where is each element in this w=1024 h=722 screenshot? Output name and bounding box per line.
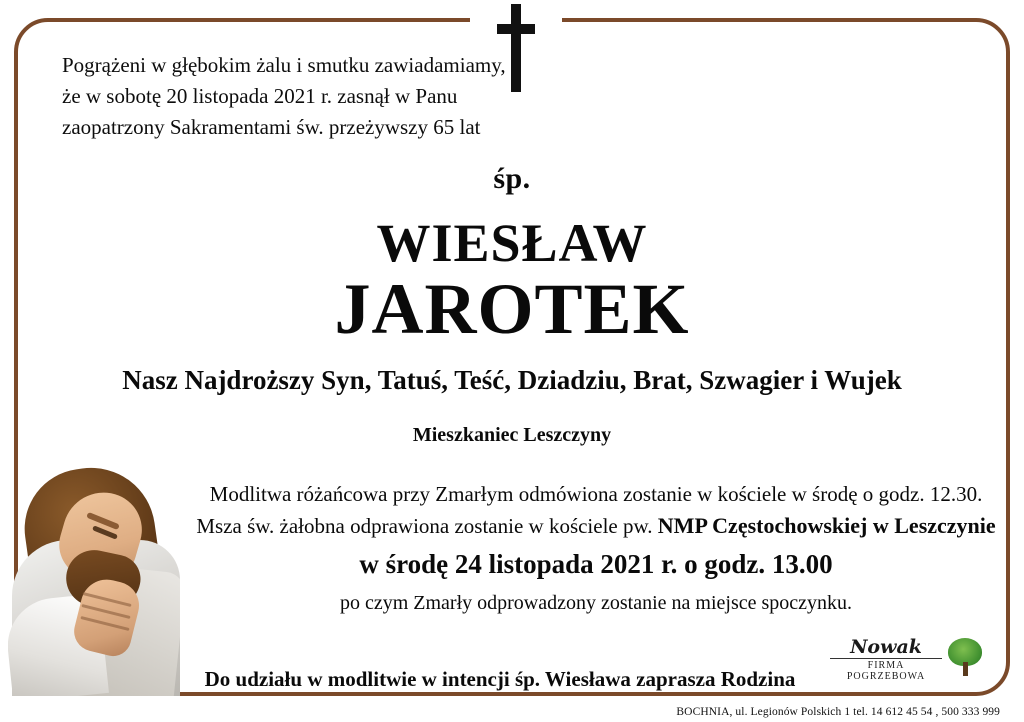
deceased-last-name: JAROTEK bbox=[334, 269, 690, 349]
honorific: śp. bbox=[493, 162, 531, 195]
mass-datetime: w środę 24 listopada 2021 r. o godz. 13.00 bbox=[359, 549, 833, 579]
intro-line-2: że w sobotę 20 listopada 2021 r. zasnął w Panu bbox=[62, 84, 458, 108]
residence: Mieszkaniec Leszczyny bbox=[412, 424, 612, 446]
invitation-line: Do udziału w modlitwie w intencji śp. Wiesława zaprasza Rodzina bbox=[204, 667, 796, 691]
family-relations: Nasz Najdroższy Syn, Tatuś, Teść, Dziadziu, Brat, Szwagier i Wujek bbox=[122, 365, 902, 395]
rosary-line: Modlitwa różańcowa przy Zmarłym odmówiona zostanie w kościele w środę o godz. 12.30. bbox=[209, 482, 983, 506]
intro-line-3: zaopatrzony Sakramentami św. przeżywszy 65 lat bbox=[62, 115, 481, 139]
ceremony-details bbox=[190, 478, 1002, 620]
logo-divider bbox=[830, 658, 942, 659]
mass-line bbox=[190, 510, 1002, 542]
footer-contact: BOCHNIA, ul. Legionów Polskich 1 tel. 14 612 45 54 , 500 333 999 bbox=[676, 706, 1000, 718]
funeral-home-logo bbox=[828, 636, 988, 680]
after-line: po czym Zmarły odprowadzony zostanie na miejsce spoczynku. bbox=[339, 592, 853, 614]
logo-brand: Nowak bbox=[850, 636, 922, 658]
praying-jesus-illustration bbox=[8, 448, 180, 696]
intro-line-1: Pogrążeni w głębokim żalu i smutku zawiadamiamy, bbox=[62, 53, 506, 77]
mass-church: NMP Częstochowskiej w Leszczynie bbox=[657, 513, 996, 538]
cross-icon bbox=[497, 4, 535, 92]
deceased-first-name: WIESŁAW bbox=[376, 213, 648, 273]
mass-line-prefix: Msza św. żałobna odprawiona zostanie w kościele pw. bbox=[196, 514, 658, 538]
tree-icon bbox=[948, 638, 982, 676]
logo-subtitle: FIRMA POGRZEBOWA bbox=[846, 660, 926, 682]
